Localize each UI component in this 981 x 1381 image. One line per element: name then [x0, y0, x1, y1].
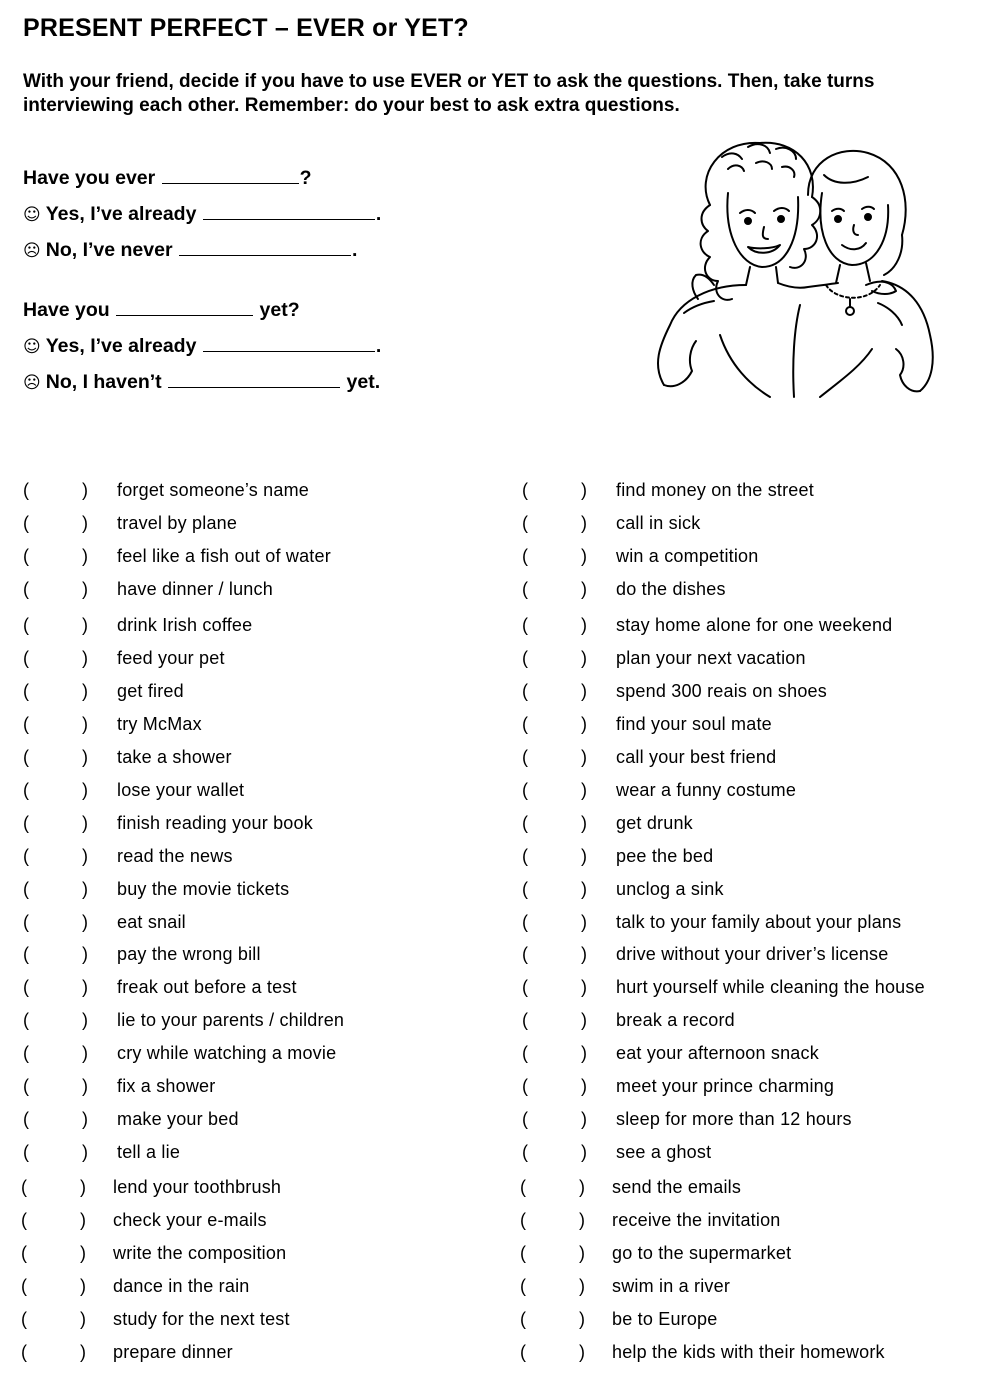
activity-text: find money on the street [616, 480, 814, 500]
answer-bracket-open[interactable]: ( [522, 648, 528, 668]
answer-bracket-open[interactable]: ( [522, 681, 528, 701]
answer-bracket-open[interactable]: ( [23, 681, 29, 701]
answer-bracket-open[interactable]: ( [522, 747, 528, 767]
activity-text: see a ghost [616, 1142, 712, 1162]
activity-text: stay home alone for one weekend [616, 615, 893, 635]
answer-bracket-open[interactable]: ( [23, 944, 29, 964]
answer-bracket-close: ) [82, 480, 88, 500]
answer-bracket-close: ) [581, 1010, 587, 1030]
yet-yes-model [23, 334, 381, 359]
activity-text: get fired [117, 681, 184, 701]
answer-bracket-open[interactable]: ( [522, 780, 528, 800]
activity-text: sleep for more than 12 hours [616, 1109, 852, 1129]
activity-text: do the dishes [616, 579, 726, 599]
answer-bracket-close: ) [581, 681, 587, 701]
activity-text: talk to your family about your plans [616, 912, 902, 932]
answer-bracket-close: ) [82, 681, 88, 701]
answer-bracket-open[interactable]: ( [522, 1109, 528, 1129]
answer-bracket-close: ) [82, 912, 88, 932]
answer-bracket-open[interactable]: ( [522, 546, 528, 566]
activity-text: receive the invitation [612, 1210, 781, 1230]
answer-bracket-close: ) [82, 879, 88, 899]
answer-bracket-close: ) [581, 1109, 587, 1129]
answer-bracket-close: ) [579, 1210, 585, 1230]
activity-text: fix a shower [117, 1076, 216, 1096]
activity-text: find your soul mate [616, 714, 772, 734]
yet-yes-prefix: Yes, I’ve already [45, 335, 197, 357]
answer-blank [162, 166, 299, 184]
answer-bracket-open[interactable]: ( [23, 1043, 29, 1063]
page-title: PRESENT PERFECT – EVER or YET? [23, 14, 469, 42]
ever-yes-model [23, 202, 381, 227]
yet-yes-suffix: . [375, 335, 382, 357]
activity-text: take a shower [117, 747, 232, 767]
answer-bracket-close: ) [80, 1243, 86, 1263]
answer-bracket-open[interactable]: ( [520, 1210, 526, 1230]
activity-text: win a competition [616, 546, 759, 566]
ever-no-prefix: No, I’ve never [45, 239, 173, 261]
answer-blank [203, 202, 375, 220]
answer-bracket-open[interactable]: ( [23, 513, 29, 533]
answer-bracket-close: ) [82, 1043, 88, 1063]
activity-text: study for the next test [113, 1309, 290, 1329]
answer-bracket-open[interactable]: ( [522, 912, 528, 932]
answer-bracket-close: ) [82, 747, 88, 767]
yet-question-prefix: Have you [23, 299, 110, 321]
activity-text: break a record [616, 1010, 735, 1030]
answer-blank [168, 370, 340, 388]
answer-bracket-close: ) [579, 1276, 585, 1296]
answer-bracket-close: ) [82, 648, 88, 668]
answer-bracket-close: ) [82, 714, 88, 734]
answer-bracket-open[interactable]: ( [23, 813, 29, 833]
answer-bracket-open[interactable]: ( [522, 714, 528, 734]
activity-text: feel like a fish out of water [117, 546, 331, 566]
answer-bracket-close: ) [581, 480, 587, 500]
ever-question-suffix: ? [299, 167, 312, 189]
activity-text: eat snail [117, 912, 186, 932]
activity-text: have dinner / lunch [117, 579, 273, 599]
smiley-face-icon: ☺ [23, 337, 41, 357]
answer-bracket-open[interactable]: ( [23, 546, 29, 566]
answer-bracket-close: ) [581, 579, 587, 599]
answer-bracket-open[interactable]: ( [23, 846, 29, 866]
ever-question-model [23, 166, 312, 190]
answer-bracket-close: ) [82, 513, 88, 533]
answer-bracket-open[interactable]: ( [23, 615, 29, 635]
activity-text: get drunk [616, 813, 693, 833]
answer-bracket-open[interactable]: ( [520, 1309, 526, 1329]
activity-text: tell a lie [117, 1142, 181, 1162]
answer-bracket-open[interactable]: ( [23, 1142, 29, 1162]
yet-no-prefix: No, I haven’t [45, 371, 162, 393]
yet-question-suffix: yet? [259, 299, 300, 321]
answer-bracket-close: ) [80, 1342, 86, 1362]
answer-bracket-close: ) [581, 513, 587, 533]
activity-text: lend your toothbrush [113, 1177, 282, 1197]
activity-text: drink Irish coffee [117, 615, 253, 635]
answer-bracket-close: ) [581, 615, 587, 635]
answer-bracket-close: ) [82, 846, 88, 866]
activity-text: be to Europe [612, 1309, 718, 1329]
answer-bracket-open[interactable]: ( [23, 879, 29, 899]
answer-bracket-close: ) [579, 1177, 585, 1197]
answer-bracket-close: ) [581, 714, 587, 734]
answer-bracket-open[interactable]: ( [522, 513, 528, 533]
answer-bracket-close: ) [82, 615, 88, 635]
activity-text: dance in the rain [113, 1276, 250, 1296]
answer-bracket-close: ) [82, 977, 88, 997]
activity-text: cry while watching a movie [117, 1043, 337, 1063]
activity-text: lose your wallet [117, 780, 245, 800]
instructions: With your friend, decide if you have to use EVER or YET to ask the questions. Then, take turns interviewing each other. Remember: do your best to ask extra questions. [23, 71, 875, 116]
activity-text: pee the bed [616, 846, 714, 866]
answer-bracket-close: ) [82, 944, 88, 964]
ever-yes-suffix: . [375, 203, 382, 225]
answer-bracket-close: ) [581, 977, 587, 997]
two-friends-illustration-icon [640, 135, 940, 400]
answer-bracket-close: ) [80, 1210, 86, 1230]
answer-bracket-open[interactable]: ( [23, 1109, 29, 1129]
answer-bracket-open[interactable]: ( [21, 1243, 27, 1263]
activity-text: call in sick [616, 513, 701, 533]
answer-bracket-close: ) [581, 780, 587, 800]
answer-bracket-close: ) [579, 1243, 585, 1263]
ever-no-suffix: . [351, 239, 358, 261]
answer-bracket-close: ) [82, 813, 88, 833]
answer-bracket-open[interactable]: ( [520, 1243, 526, 1263]
answer-bracket-open[interactable]: ( [21, 1177, 27, 1197]
yet-no-model [23, 370, 380, 395]
answer-bracket-close: ) [82, 1142, 88, 1162]
answer-bracket-close: ) [82, 546, 88, 566]
answer-bracket-close: ) [581, 1043, 587, 1063]
answer-bracket-open[interactable]: ( [522, 879, 528, 899]
answer-bracket-close: ) [82, 1109, 88, 1129]
answer-bracket-open[interactable]: ( [520, 1342, 526, 1362]
activity-text: finish reading your book [117, 813, 313, 833]
activity-text: travel by plane [117, 513, 238, 533]
activity-text: wear a funny costume [616, 780, 797, 800]
answer-bracket-open[interactable]: ( [23, 579, 29, 599]
activity-text: spend 300 reais on shoes [616, 681, 827, 701]
answer-bracket-open[interactable]: ( [520, 1177, 526, 1197]
answer-bracket-close: ) [581, 846, 587, 866]
activity-text: hurt yourself while cleaning the house [616, 977, 925, 997]
answer-bracket-close: ) [80, 1309, 86, 1329]
ever-no-model [23, 238, 357, 263]
activity-text: send the emails [612, 1177, 742, 1197]
activity-text: plan your next vacation [616, 648, 806, 668]
answer-bracket-close: ) [82, 1010, 88, 1030]
answer-bracket-open[interactable]: ( [522, 615, 528, 635]
answer-bracket-close: ) [581, 912, 587, 932]
smiley-face-icon: ☺ [23, 205, 41, 225]
answer-bracket-open[interactable]: ( [522, 1043, 528, 1063]
activity-text: call your best friend [616, 747, 777, 767]
yet-no-suffix: yet. [346, 371, 381, 393]
activity-text: make your bed [117, 1109, 239, 1129]
activity-text: swim in a river [612, 1276, 731, 1296]
answer-bracket-close: ) [80, 1177, 86, 1197]
activity-text: buy the movie tickets [117, 879, 290, 899]
activity-text: prepare dinner [113, 1342, 233, 1362]
activity-text: unclog a sink [616, 879, 724, 899]
answer-bracket-close: ) [581, 879, 587, 899]
answer-bracket-open[interactable]: ( [522, 846, 528, 866]
answer-bracket-open[interactable]: ( [23, 648, 29, 668]
answer-bracket-close: ) [581, 944, 587, 964]
activity-text: feed your pet [117, 648, 225, 668]
answer-bracket-open[interactable]: ( [23, 480, 29, 500]
answer-bracket-open[interactable]: ( [520, 1276, 526, 1296]
activity-text: eat your afternoon snack [616, 1043, 819, 1063]
activity-text: meet your prince charming [616, 1076, 835, 1096]
answer-blank [203, 334, 375, 352]
answer-bracket-open[interactable]: ( [23, 714, 29, 734]
activity-text: freak out before a test [117, 977, 297, 997]
activity-text: write the composition [113, 1243, 287, 1263]
answer-blank [116, 298, 253, 316]
answer-bracket-open[interactable]: ( [522, 1010, 528, 1030]
answer-bracket-close: ) [581, 747, 587, 767]
answer-bracket-open[interactable]: ( [522, 480, 528, 500]
answer-bracket-close: ) [80, 1276, 86, 1296]
answer-bracket-close: ) [82, 579, 88, 599]
answer-bracket-open[interactable]: ( [23, 977, 29, 997]
ever-question-prefix: Have you ever [23, 167, 156, 189]
answer-bracket-open[interactable]: ( [522, 944, 528, 964]
sad-face-icon: ☹ [23, 241, 41, 261]
activity-text: read the news [117, 846, 233, 866]
answer-bracket-close: ) [581, 648, 587, 668]
activity-text: forget someone’s name [117, 480, 309, 500]
answer-bracket-open[interactable]: ( [21, 1309, 27, 1329]
answer-bracket-close: ) [82, 1076, 88, 1096]
answer-bracket-close: ) [82, 780, 88, 800]
answer-bracket-close: ) [581, 546, 587, 566]
activity-text: help the kids with their homework [612, 1342, 885, 1362]
answer-bracket-open[interactable]: ( [21, 1276, 27, 1296]
answer-bracket-close: ) [581, 1076, 587, 1096]
answer-bracket-open[interactable]: ( [522, 1076, 528, 1096]
answer-bracket-open[interactable]: ( [23, 912, 29, 932]
answer-bracket-open[interactable]: ( [23, 1010, 29, 1030]
ever-yes-prefix: Yes, I’ve already [45, 203, 197, 225]
answer-bracket-close: ) [581, 813, 587, 833]
answer-bracket-open[interactable]: ( [522, 813, 528, 833]
activity-text: check your e-mails [113, 1210, 267, 1230]
activity-text: lie to your parents / children [117, 1010, 345, 1030]
yet-question-model [23, 298, 300, 322]
activity-text: go to the supermarket [612, 1243, 792, 1263]
answer-blank [179, 238, 351, 256]
answer-bracket-open[interactable]: ( [23, 780, 29, 800]
activity-text: drive without your driver’s license [616, 944, 889, 964]
answer-bracket-open[interactable]: ( [23, 747, 29, 767]
answer-bracket-close: ) [579, 1309, 585, 1329]
sad-face-icon: ☹ [23, 373, 41, 393]
answer-bracket-close: ) [581, 1142, 587, 1162]
answer-bracket-open[interactable]: ( [23, 1076, 29, 1096]
answer-bracket-open[interactable]: ( [21, 1342, 27, 1362]
activity-text: pay the wrong bill [117, 944, 261, 964]
answer-bracket-open[interactable]: ( [522, 1142, 528, 1162]
answer-bracket-close: ) [579, 1342, 585, 1362]
answer-bracket-open[interactable]: ( [522, 977, 528, 997]
activity-text: try McMax [117, 714, 202, 734]
answer-bracket-open[interactable]: ( [21, 1210, 27, 1230]
answer-bracket-open[interactable]: ( [522, 579, 528, 599]
